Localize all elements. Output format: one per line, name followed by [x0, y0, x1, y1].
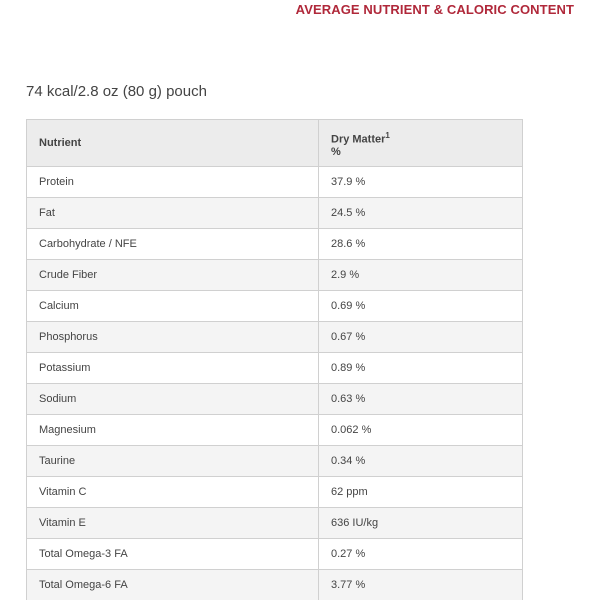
- nutrient-name-cell: Crude Fiber: [27, 260, 319, 291]
- header-footnote-marker: 1: [385, 130, 390, 140]
- dry-matter-value-cell: 0.34 %: [319, 446, 523, 477]
- table-row: [27, 570, 523, 600]
- header-dry-matter: [319, 120, 523, 167]
- nutrient-name-cell: Total Omega-6 FA: [27, 570, 319, 600]
- nutrient-name-cell: Protein: [27, 167, 319, 198]
- nutrient-name-cell: Taurine: [27, 446, 319, 477]
- table-row: [27, 353, 523, 384]
- table-row: [27, 415, 523, 446]
- nutrient-name-cell: Fat: [27, 198, 319, 229]
- dry-matter-value-cell: 0.062 %: [319, 415, 523, 446]
- header-unit: %: [331, 146, 341, 159]
- nutrient-table-body: [27, 167, 523, 600]
- table-row: [27, 446, 523, 477]
- nutrient-table: [26, 119, 523, 600]
- dry-matter-value-cell: 3.77 %: [319, 570, 523, 600]
- nutrient-table-header: [27, 120, 523, 167]
- dry-matter-value-cell: 0.67 %: [319, 322, 523, 353]
- nutrient-name-cell: Potassium: [27, 353, 319, 384]
- nutrient-name-cell: Vitamin C: [27, 477, 319, 508]
- table-row: [27, 384, 523, 415]
- table-row: [27, 508, 523, 539]
- dry-matter-value-cell: 636 IU/kg: [319, 508, 523, 539]
- section-heading: AVERAGE NUTRIENT & CALORIC CONTENT: [295, 2, 574, 17]
- table-row: [27, 291, 523, 322]
- nutrient-name-cell: Total Omega-3 FA: [27, 539, 319, 570]
- table-row: [27, 260, 523, 291]
- nutrient-name-cell: Sodium: [27, 384, 319, 415]
- header-row: [27, 120, 523, 167]
- header-nutrient: Nutrient: [27, 120, 319, 167]
- table-row: [27, 539, 523, 570]
- nutrient-name-cell: Calcium: [27, 291, 319, 322]
- table-row: [27, 167, 523, 198]
- table-row: [27, 477, 523, 508]
- nutrient-name-cell: Carbohydrate / NFE: [27, 229, 319, 260]
- dry-matter-value-cell: 0.69 %: [319, 291, 523, 322]
- nutrient-name-cell: Vitamin E: [27, 508, 319, 539]
- calorie-subtitle: 74 kcal/2.8 oz (80 g) pouch: [26, 83, 207, 100]
- dry-matter-value-cell: 0.63 %: [319, 384, 523, 415]
- dry-matter-value-cell: 37.9 %: [319, 167, 523, 198]
- nutrient-name-cell: Phosphorus: [27, 322, 319, 353]
- dry-matter-value-cell: 2.9 %: [319, 260, 523, 291]
- table-row: [27, 198, 523, 229]
- table-row: [27, 229, 523, 260]
- dry-matter-value-cell: 28.6 %: [319, 229, 523, 260]
- table-row: [27, 322, 523, 353]
- dry-matter-value-cell: 0.27 %: [319, 539, 523, 570]
- dry-matter-value-cell: 62 ppm: [319, 477, 523, 508]
- dry-matter-value-cell: 24.5 %: [319, 198, 523, 229]
- nutrient-name-cell: Magnesium: [27, 415, 319, 446]
- header-dry-matter-label: Dry Matter: [331, 133, 386, 146]
- dry-matter-value-cell: 0.89 %: [319, 353, 523, 384]
